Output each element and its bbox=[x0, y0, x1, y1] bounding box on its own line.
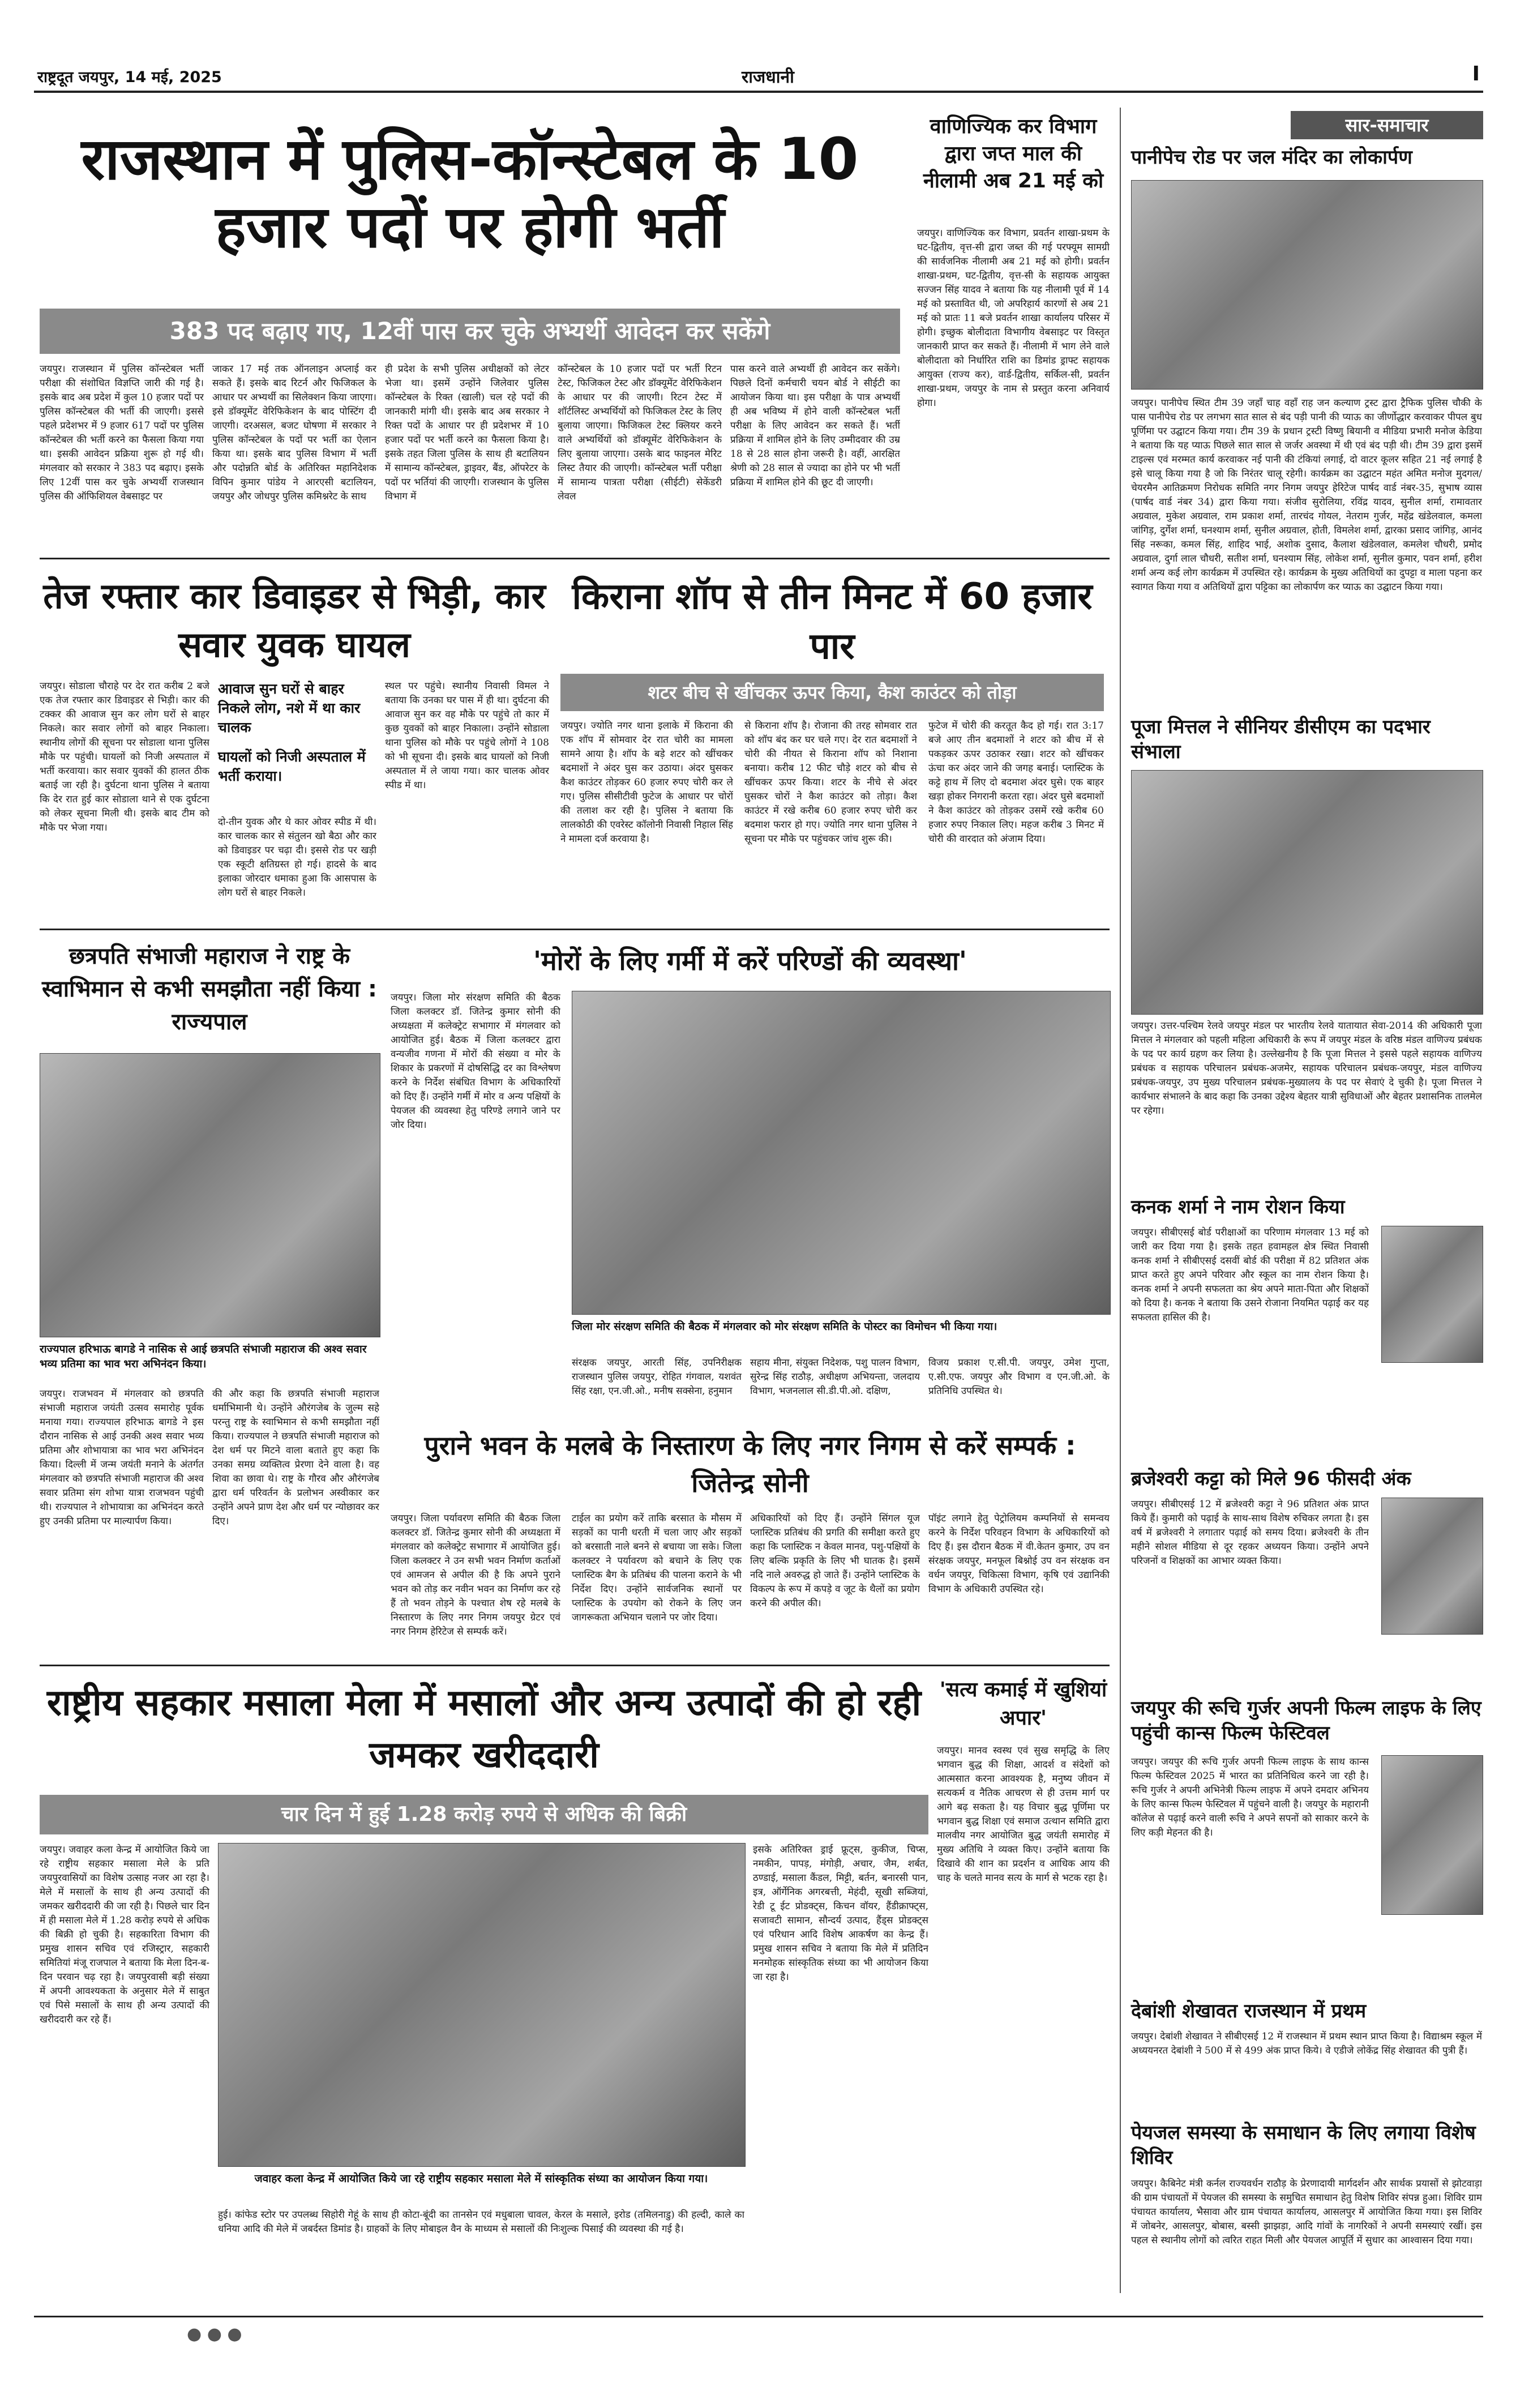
peacock-bottom-2: सहाय मीना, संयुक्त निदेशक, पशु पालन विभाग, सुरेन्द्र सिंह राठौड़, अधीक्षण अभियन्ता, जलदाय विभाग, भजनलाल सी.डी.पी.ओ. दक्षिण, bbox=[750, 1357, 920, 1397]
page-number: I bbox=[1472, 62, 1480, 85]
peacock-bottom-1: संरक्षक जयपुर, आरती सिंह, उपनिरीक्षक राजस्थान पुलिस जयपुर, रोहित गंगवाल, यशवंत सिंह रक्षा, एन.जी.ओ., मनीष सक्सेना, हनुमान bbox=[572, 1357, 742, 1397]
cultural-evening-photo bbox=[218, 1843, 746, 2167]
debris-col-3: अधिकारियों को दिए हैं। उन्होंने सिंगल यूज प्लास्टिक प्रतिबंध की प्रगति की समीक्षा करते हुए कहा कि प्लास्टिक न केवल मानव, पशु-पक्षियों के लिए बल्कि प्रकृति के लिए भी घातक है। इसमें नदि नाले अवरुद्ध हो जाते हैं। उन्होंने प्लास्टिक के विकल्प के रूप में कपड़े व जूट के थैलों का प्रयोग करने की अपील की। bbox=[750, 1513, 920, 1609]
story7-body: जयपुर। कैबिनेट मंत्री कर्नल राज्यवर्धन राठौड़ के प्रेरणादायी मार्गदर्शन और सार्थक प्रयासों से झोटवाड़ा की ग्राम पंचायतों में पेयजल की समस्या के समुचित समाधान हेतु विशेष शिविर संपन्न हुआ। शिविर ग्राम पंचायत कार्यालय, भैसावा और ग्राम पंचायत कार्यालय, आसलपुर में आयोजित किया गया। इस शिविर में जोबनेर, आसलपुर, बोबास, बस्सी झाझड़ा, आदि गांवों के नागरिकों ने अपनी समस्याएं रखीं। इस पहल से स्थानीय लोगों को त्वरित राहत मिली और पेयजल आपूर्ति में सुधार का आश्वासन दिया गया। bbox=[1131, 2178, 1482, 2246]
shop-col-3: फुटेज में चोरी की करतूत कैद हो गई। रात 3:17 बजे आए तीन बदमाशों ने शटर को बीच में से पकड़कर ऊपर उठाकर रखा। शटर को खींचकर ऊंचा कर अंदर जाने की जगह बनाई। प्लास्टिक के कट्टे हाथ में लिए दो बदमाश अंदर घुसे। एक बाहर खड़ा होकर निगरानी करता रहा। अंदर घुसे बदमाशों ने कैश काउंटर को तोड़कर उसमें रखे करीब 60 हजार रुपए निकाल लिए। महज करीब 3 मिनट में चोरी की वारदात को अंजाम दिया। bbox=[928, 720, 1104, 845]
spice-right: इसके अतिरिक्त ड्राई फ्रूट्स, कुकीज, चिप्स, नमकीन, पापड़, मंगोड़ी, अचार, जैम, शर्बत, ठण्डाई, मसाला कैंडल, मिट्टी, बर्तन, बनारसी पान, इत्र, ऑर्गेनिक अगरबत्ती, मेहंदी, सूखी सब्जियां, रेडी टू ईट प्रोडक्ट्स, किचन वॉयर, हैंडीक्राफ्ट्स, सजावटी सामान, सौन्दर्य उत्पाद, हैंड्स प्रोडक्ट्स एवं परिधान आदि विशेष आकर्षण का केन्द्र हैं। प्रमुख शासन सचिव ने बताया कि मेले में प्रतिदिन मनमोहक सांस्कृतिक संध्या का भी आयोजन किया जा रहा है। bbox=[753, 1844, 928, 1983]
story5-body: जयपुर। जयपुर की रूचि गुर्जर अपनी फिल्म लाइफ के साथ कान्स फिल्म फेस्टिवल 2025 में भारत का प्रतिनिधित्व करने जा रही है। रूचि गुर्जर ने अपनी अभिनेत्री फिल्म लाइफ में अपने दमदार अभिनय के लिए कान्स फिल्म फेस्टिवल में पहुंचने वाली है। जयपुर के महारानी कॉलेज से पढ़ाई करने वाली रूचि ने अपने सपनों को साकार करने के लिए कड़ी मेहनत की है। bbox=[1131, 1756, 1369, 1838]
edition-date: राष्ट्रदूत जयपुर, 14 मई, 2025 bbox=[37, 69, 222, 86]
story1-headline: पानीपेच रोड पर जल मंदिर का लोकार्पण bbox=[1131, 146, 1412, 169]
story2-body: जयपुर। उत्तर-पश्चिम रेलवे जयपुर मंडल पर भारतीय रेलवे यातायात सेवा-2014 की अधिकारी पूजा मित्तल ने मंगलवार को पहली महिला अधिकारी के रूप में जयपुर मंडल के वरिष्ठ मंडल वाणिज्य प्रबंधक के पद पर कार्य ग्रहण कर लिया है। उल्लेखनीय है कि पूजा मित्तल ने इससे पहले सहायक वाणिज्य प्रबंधक व सहायक परिचालन प्रबंधक-अजमेर, सहायक परिचालन प्रबंधक-जयपुर, मंडल वाणिज्य प्रबंधक-जयपुर, उप मुख्य परिचालन प्रबंधक-मुख्यालय के पद पर सेवाएं दे चुकी है। पूजा मित्तल ने कार्यभार संभालने के बाद कहा कि उनका उद्देश्य बेहतर यात्री सुविधाओं और बेहतर प्रशासनिक तालमेल पर रहेगा। bbox=[1131, 1020, 1482, 1117]
story7-headline: पेयजल समस्या के समाधान के लिए लगाया विशेष शिविर bbox=[1131, 2122, 1476, 2169]
shop-headline: किराना शॉप से तीन मिनट में 60 हजार पार bbox=[572, 576, 1093, 668]
debris-col-2: टाईल का प्रयोग करें ताकि बरसात के मौसम में सड़कों का पानी धरती में चला जाए और सड़कों को बरसाती नाले बनने से बचाया जा सके। जिला कलक्टर ने पर्यावरण को बचाने के लिए एक प्लास्टिक बैग के प्रतिबंध की पालना कराने के भी निर्देश दिए। उन्होंने सार्वजनिक स्थानों पर प्लास्टिक के उपयोग को रोकने के लिए जन जागरूकता अभियान चलाने पर जोर दिया। bbox=[572, 1513, 742, 1623]
story3-body: जयपुर। सीबीएसई बोर्ड परीक्षाओं का परिणाम मंगलवार 13 मई को जारी कर दिया गया है। इसके तहत हवामहल क्षेत्र स्थित निवासी कनक शर्मा ने सीबीएसई दसवीं बोर्ड की परीक्षा में 82 प्रतिशत अंक प्राप्त करते हुए अपने परिवार और स्कूल का नाम रोशन किया है। कनक शर्मा ने अपनी सफलता का श्रेय अपने माता-पिता और शिक्षकों को दिया है। कनक ने बताया कि उसने रोजाना नियमित पढ़ाई कर यह सफलता हासिल की है। bbox=[1131, 1227, 1369, 1323]
car-headline: तेज रफ्तार कार डिवाइडर से भिड़ी, कार सवार युवक घायल bbox=[43, 575, 546, 665]
water-temple-photo bbox=[1131, 180, 1483, 390]
peacock-intro: जयपुर। जिला मोर संरक्षण समिति की बैठक जिला कलक्टर डॉ. जितेन्द्र कुमार सोनी की अध्यक्षता में कलेक्ट्रेट सभागार में मंगलवार को आयोजित हुई। बैठक में जिला कलक्टर द्वारा वन्यजीव गणना में मोरों की संख्या व मोर के शिकार के प्रकरणों में दोषसिद्धि दर का विश्लेषण करने के निर्देश संबंधित विभाग के अधिकारियों को दिए हैं। उन्होंने गर्मी में मोर व अन्य पक्षियों के पेयजल की व्यवस्था हेतु परिण्डे लगाने जाने पर जोर दिया। bbox=[391, 992, 560, 1131]
shop-col-2: से किराना शॉप है। रोजाना की तरह सोमवार रात को शॉप बंद कर घर चले गए। देर रात बदमाशों ने चोरी की नीयत से किराना शॉप को निशाना बनाया। करीब 12 फीट चौड़े शटर को बीच से खींचकर ऊपर किया। शटर के नीचे से अंदर घुसकर चोरों ने कैश काउंटर को तोड़ा। कैश काउंटर में रखे करीब 60 हजार रुपए चोरी कर बदमाश फरार हो गए। ज्योति नगर थाना पुलिस ने सूचना पर मौके पर पहुंचकर जांच शुरू की। bbox=[744, 720, 917, 845]
spice-banner-caption: जवाहर कला केन्द्र में आयोजित किये जा रहे राष्ट्रीय सहकार मसाला मेले में सांस्कृतिक संध्या का आयोजन किया गया। bbox=[254, 2172, 708, 2185]
story2-headline: पूजा मित्तल ने सीनियर डीसीएम का पदभार संभाला bbox=[1131, 716, 1431, 763]
truth-headline: 'सत्य कमाई में खुशियां अपार' bbox=[939, 1678, 1107, 1730]
masthead-bar bbox=[34, 61, 1483, 93]
truth-body: जयपुर। मानव स्वस्थ एवं सुख समृद्धि के लिए भगवान बुद्ध की शिक्षा, आदर्श व संदेशों को आत्मसात करना आवश्यक है, मनुष्य जीवन में सत्यकर्म व नैतिक आचरण से ही उत्तम मार्ग पर आगे बढ़ सकता है। यह विचार बुद्ध पूर्णिमा पर भगवान बुद्ध शिक्षा एवं समाज उत्थान समिति द्वारा मालवीय नगर आयोजित बुद्ध जयंती समारोह में मुख्य अतिथि ने व्यक्त किए। उन्होंने बताया कि दिखावे की शान का प्रदर्शन व आधिक आय की चाह के चलते मानव सत्य के मार्ग से भटक रहा है। bbox=[937, 1745, 1110, 1884]
peacock-bottom-3: विजय प्रकाश ए.सी.पी. जयपुर, उमेश गुप्ता, ए.सी.एफ. जयपुर और विभाग व एन.जी.ओ. के प्रतिनिधि उपस्थित थे। bbox=[928, 1357, 1110, 1397]
story3-headline: कनक शर्मा ने नाम रोशन किया bbox=[1131, 1196, 1345, 1218]
debris-headline: पुराने भवन के मलबे के निस्तारण के लिए नगर निगम से करें सम्पर्क : जितेन्द्र सोनी bbox=[424, 1430, 1076, 1498]
statue-photo bbox=[40, 1053, 380, 1337]
section-label: राजधानी bbox=[742, 67, 794, 87]
shop-col-1: जयपुर। ज्योति नगर थाना इलाके में किराना की एक शॉप में सोमवार देर रात चोरी का मामला सामने आया है। शॉप के बड़े शटर को खींचकर बदमाशों ने अंदर घुस कर उठाया। अंदर घुसकर कैश काउंटर तोड़कर 60 हजार रुपए चोरी कर ले गए। पुलिस सीसीटीवी फुटेज के आधार पर चोरों की तलाश कर रही है। पुलिस ने बताया कि लालकोठी की एवरेस्ट कॉलोनी निवासी निहाल सिंह ने मामला दर्ज करवाया है। bbox=[560, 720, 733, 845]
car-body-3: स्थल पर पहुंचे। स्थानीय निवासी विमल ने बताया कि उनका घर पास में ही था। दुर्घटना की आवाज सुन कर वह मौके पर पहुंचे तो कार में कुछ युवकों को बाहर निकाला। उन्होंने सोडाला थाना पुलिस को मौके पर पहुंचे लोगों ने 108 को भी सूचना दी। इसके बाद घायलों को निजी अस्पताल में ले जाया गया। कार चालक ओवर स्पीड में था। bbox=[385, 681, 549, 791]
divider bbox=[40, 558, 1110, 559]
footer-dots: ● ● ● bbox=[187, 2324, 242, 2344]
shivaji-caption: राज्यपाल हरिभाऊ बागडे ने नासिक से आई छत्रपति संभाजी महाराज की अश्व सवार भव्य प्रतिमा का भाव भरा अभिनंदन किया। bbox=[40, 1343, 367, 1370]
shivaji-headline: छत्रपति संभाजी महाराज ने राष्ट्र के स्वाभिमान से कभी समझौता नहीं किया : राज्यपाल bbox=[41, 943, 378, 1035]
peacock-headline: 'मोरों के लिए गर्मी में करें परिण्डों की व्यवस्था' bbox=[533, 946, 967, 976]
brajeshwari-photo bbox=[1381, 1498, 1483, 1635]
main-col-1: जयपुर। राजस्थान में पुलिस कॉन्स्टेबल भर्ती परीक्षा की संशोधित विज्ञप्ति जारी की गई है। इसके बाद अब प्रदेश में कुल 10 हजार पदों पर पुलिस कॉन्स्टेबल की भर्ती की जाएगी। इससे पहले प्रदेशभर में 9 हजार 617 पदों पर पुलिस कॉन्स्टेबल की भर्ती करने का फैसला किया गया था। इसकी आवेदन प्रक्रिया शुरू हो गई थी। मंगलवार को सरकार ने 383 पद बढ़ाए। इसके लिए 12वीं पास कर चुके अभ्यर्थी राजस्थान पुलिस की ऑफिशियल वेबसाइट पर bbox=[40, 363, 204, 502]
shivaji-col-2: की और कहा कि छत्रपति संभाजी महाराज धर्माभिमानी थे। उन्होंने औरंगजेब के जुल्म सहे परन्तु राष्ट्र के स्वाभिमान से कभी समझौता नहीं किया। राज्यपाल ने छत्रपति संभाजी महाराज को देश धर्म पर मिटने वाला बताते हुए कहा कि उनका समग्र व्यक्तित्व प्रेरणा देने वाला है। वह शिवा का छावा थे। राष्ट्र के गौरव और औरंगजेब द्वारा धर्म परिवर्तन के प्रलोभन अस्वीकार कर उन्होंने अपने प्राण देश और धर्म पर न्योछावर कर दिए। bbox=[212, 1388, 379, 1527]
divider bbox=[1120, 108, 1121, 2293]
divider bbox=[40, 929, 1110, 930]
spice-subhead: चार दिन में हुई 1.28 करोड़ रुपये से अधिक की बिक्री bbox=[40, 1795, 928, 1834]
main-col-4: कॉन्स्टेबल के 10 हजार पदों पर भर्ती रिटन टेस्ट, फिजिकल टेस्ट और डॉक्यूमेंट वेरिफिकेशन के आधार पर की जाएगी। रिटन टेस्ट में शॉर्टलिस्ट अभ्यर्थियों को फिजिकल टेस्ट के लिए बुलाया जाएगा। फिजिकल टेस्ट क्लियर करने वाले अभ्यर्थियों को डॉक्यूमेंट वेरिफिकेशन के लिए बुलाया जाएगा। उसके बाद फाइनल मेरिट लिस्ट तैयार की जाएगी। कॉन्स्टेबल भर्ती परीक्षा में सामान्य पात्रता परीक्षा (सीईटी) सेकेंडरी लेवल bbox=[558, 363, 722, 502]
poster-release-photo bbox=[572, 991, 1111, 1315]
peacock-caption: जिला मोर संरक्षण समिति की बैठक में मंगलवार को मोर संरक्षण समिति के पोस्टर का विमोचन भी किया गया। bbox=[572, 1320, 997, 1333]
story6-headline: देबांशी शेखावत राजस्थान में प्रथम bbox=[1131, 2000, 1367, 2022]
sidebar-label: सार-समाचार bbox=[1291, 111, 1483, 139]
main-headline: राजस्थान में पुलिस-कॉन्स्टेबल के 10 हजार पदों पर होगी भर्ती bbox=[81, 126, 859, 262]
debris-col-4: पॉइंट लगाने हेतु पेट्रोलियम कम्पनियों से समन्वय करने के निर्देश परिवहन विभाग के अधिकारियों को दिए हैं। इस दौरान बैठक में वी.केतन कुमार, उप वन संरक्षक जयपुर, मनफूल बिश्नोई उप वन संरक्षक वन वर्धन जयपुर, चिकित्सा विभाग, कृषि एवं उद्यानिकी विभाग के अधिकारी उपस्थित रहे। bbox=[928, 1513, 1110, 1595]
story4-body: जयपुर। सीबीएसई 12 में ब्रजेश्वरी कट्टा ने 96 प्रतिशत अंक प्राप्त किये हैं। कुमारी को पढ़ाई के साथ-साथ विशेष रुचिकर लगता है। इस वर्ष में ब्रजेश्वरी ने लगातार पढ़ाई को समय दिया। ब्रजेश्वरी के तीन महीने सोशल मीडिया से दूर रहकर अध्ययन किया। उन्होंने अपने परिजनों व शिक्षकों का आभार व्यक्त किया। bbox=[1131, 1499, 1369, 1567]
car-body-1: जयपुर। सोडाला चौराहे पर देर रात करीब 2 बजे एक तेज रफ्तार कार डिवाइडर से भिड़ी। कार की टक्कर की आवाज सुन कर लोग घरों से बाहर निकले। कार सवार लोगों को बाहर निकाला। स्थानीय लोगों की सूचना पर सोडाला थाना पुलिस मौके पर पहुंची। घायलों को निजी अस्पताल में भर्ती करवाया। कार सवार युवकों की हालत ठीक बताई जा रही है। दुर्घटना थाना पुलिस ने बताया कि देर रात हुई कार सोडाला थाने से एक दुर्घटना को लेकर सूचना मिली थी। इसके बाद टीम को मौके पर भेजा गया। bbox=[40, 681, 209, 833]
divider bbox=[40, 1665, 1110, 1666]
truth-box bbox=[937, 1676, 1110, 2290]
story6-body: जयपुर। देबांशी शेखावत ने सीबीएसई 12 में राजस्थान में प्रथम स्थान प्राप्त किया है। विद्याश्रम स्कूल में अध्ययनरत देबांशी ने 500 में से 499 अंक प्राप्त किये। वे एडीजे लोकेंद्र सिंह शेखावत की पुत्री हैं। bbox=[1131, 2031, 1482, 2056]
story4-headline: ब्रजेश्वरी कट्टा को मिले 96 फीसदी अंक bbox=[1131, 1468, 1411, 1490]
main-subhead: 383 पद बढ़ाए गए, 12वीं पास कर चुके अभ्यर्थी आवेदन कर सकेंगे bbox=[40, 309, 900, 354]
footer-bar bbox=[34, 2316, 1483, 2351]
main-col-2: जाकर 17 मई तक ऑनलाइन अप्लाई कर सकते हैं। इसके बाद रिटर्न और फिजिकल के आधार पर अभ्यर्थी का सिलेक्शन किया जाएगा। इसे डॉक्यूमेंट वेरिफिकेशन के बाद पोस्टिंग दी जाएगी। दरअसल, बजट घोषणा में सरकार ने पुलिस कॉन्स्टेबल के पदों पर भर्ती का ऐलान किया था। इसके बाद पुलिस विभाग में भर्ती और पदोन्नति बोर्ड के अतिरिक्त महानिदेशक विपिन कुमार पांडेय ने आरएसी बटालियन, जयपुर और जोधपुर पुलिस कमिश्नरेट के साथ bbox=[212, 363, 376, 502]
car-bullets bbox=[218, 679, 376, 796]
main-col-3: ही प्रदेश के सभी पुलिस अधीक्षकों को लेटर भेजा था। इसमें उन्होंने जिलेवार पुलिस कॉन्स्टेबल के रिक्त (खाली) चल रहे पदों की जानकारी मांगी थी। इसके बाद अब सरकार ने रिक्त पदों के आधार पर ही प्रदेशभर में 10 हजार पदों पर भर्ती करने का फैसला किया है। इसके तहत जिला पुलिस के साथ ही बटालियन में सामान्य कॉन्स्टेबल, ड्राइवर, बैंड, ऑपरेटर के पदों पर भर्तियां की जाएगी। राजस्थान के पुलिस विभाग में bbox=[385, 363, 549, 502]
car-bullet-1: आवाज सुन घरों से बाहर निकले लोग, नशे में था कार चालक bbox=[218, 681, 361, 735]
spice-left: जयपुर। जवाहर कला केन्द्र में आयोजित किये जा रहे राष्ट्रीय सहकार मसाला मेले के प्रति जयपुरवासियों का विशेष उत्साह नजर आ रहा है। मेले में मसालों के साथ ही अन्य उत्पादों की जमकर खरीददारी की जा रही है। पिछले चार दिन में ही मसाला मेले में 1.28 करोड़ रुपये से अधिक की बिक्री हो चुकी है। सहकारिता विभाग की प्रमुख शासन सचिव एवं रजिस्ट्रार, सहकारी समितियां मंजू राजपाल ने बताया कि मेला दिन-ब-दिन परवान चढ़ रहा है। जयपुरवासी बड़ी संख्या में अपनी आवश्यकता के अनुसार मेले में साबुत एवं पिसे मसालों के साथ ही अन्य उत्पादों की खरीददारी कर रहे हैं। bbox=[40, 1844, 209, 2025]
car-bullet-2: घायलों को निजी अस्पताल में भर्ती कराया। bbox=[218, 749, 366, 784]
shivaji-col-1: जयपुर। राजभवन में मंगलवार को छत्रपति संभाजी महाराज जयंती उत्सव समारोह पूर्वक मनाया गया। राज्यपाल हरिभाऊ बागडे ने इस दौरान नासिक से आई उनकी अश्व सवार भव्य प्रतिमा और शोभायात्रा का भाव भरा अभिनंदन किया। दिल्ली में जन्म जयंती मनाने के अंतर्गत मंगलवार को छत्रपति संभाजी महाराज की अश्व सवार प्रतिमा संग शोभा यात्रा राजभवन पहुंची थी। राज्यपाल ने शोभायात्रा का अभिनंदन करते हुए उनकी प्रतिमा पर माल्यार्पण किया। bbox=[40, 1388, 204, 1527]
debris-col-1: जयपुर। जिला पर्यावरण समिति की बैठक जिला कलक्टर डॉ. जितेन्द्र कुमार सोनी की अध्यक्षता में मंगलवार को कलेक्ट्रेट सभागार में आयोजित हुई। जिला कलक्टर ने उन सभी भवन निर्माण कर्ताओं एवं आमजन से अपील की है कि अपने पुराने भवन को तोड़ कर नवीन भवन का निर्माण कर रहे हैं तो भवन तोड़ने के पश्चात शेष रहे मलबे के निस्तारण के लिए नगर निगम जयपुर ग्रेटर एवं नगर निगम हेरिटेज से सम्पर्क करें। bbox=[391, 1513, 560, 1637]
auction-body: जयपुर। वाणिज्यिक कर विभाग, प्रवर्तन शाखा-प्रथम के घट-द्वितीय, वृत्त-सी द्वारा जब्त की गई परफ्यूम सामग्री की सार्वजनिक नीलामी अब 21 मई को होगी। प्रवर्तन शाखा-प्रथम, घट-द्वितीय, वृत्त-सी के सहायक आयुक्त सज्जन सिंह यादव ने बताया कि यह नीलामी पूर्व में 14 मई को प्रस्तावित थी, जो अपरिहार्य कारणों से अब 21 मई को प्रातः 11 बजे प्रवर्तन शाखा कार्यालय परिसर में होगी। इच्छुक बोलीदाता विभागीय वेबसाइट पर विस्तृत जानकारी प्राप्त कर सकते हैं। नीलामी में भाग लेने वाले बोलीदाता को निर्धारित राशि का डिमांड ड्राफ्ट सहायक आयुक्त (राज्य कर), वार्ड-द्वितीय, सर्किल-सी, प्रवर्तन शाखा-प्रथम, जयपुर के नाम से प्रस्तुत करना अनिवार्य होगा। bbox=[917, 228, 1110, 409]
pooja-mittal-photo bbox=[1131, 770, 1483, 1015]
story1-body: जयपुर। पानीपेच स्थित टीम 39 जहाँ चाह वहाँ राह जन कल्याण ट्रस्ट द्वारा ट्रैफिक पुलिस चौकी के पास पानीपेच रोड पर लगभग सात साल से बंद पड़ी पानी की प्याऊ का जीर्णोद्धार करवाकर पीपल बुध पूर्णिमा पर उद्घाटन किया गया। टीम 39 के प्रधान ट्रस्टी विष्णु बियानी व मीडिया प्रभारी मनोज केडिया ने बताया कि यह प्याऊ पिछले सात साल से जर्जर अवस्था में थी एवं बंद पड़ी थी। टीम 39 द्वारा इसमें टाइल्स एवं मरम्मत कार्य करवाकर नई पानी की टंकियां लगाई, दो वाटर कूलर सहित 21 नई लगाई है इसे चालू किया गया है जो कि निरंतर चालू रहेगी। कार्यक्रम का उद्घाटन महंत अमित मनोज मुदगल/चेयरमैन आतिक्रमण निरोधक समिति नगर निगम जयपुर हेरिटेज पार्षद वार्ड नंबर-35, सुभाष व्यास (पार्षद वार्ड नंबर 34) द्वारा किया गया। संजीव सुरोलिया, रविंद्र यादव, सुनील शर्मा, रामावतार अग्रवाल, मुकेश अग्रवाल, राम प्रकाश शर्मा, तारचंद गोयल, नेतराम गुर्जर, महेंद्र खंडेलवाल, कमला जांगिड़, दुर्गेश शर्मा, घनश्याम शर्मा, सुनील अग्रवाल, होती, विमलेश शर्मा, द्वारका प्रसाद जांगिड़, आनंद सिंह नरूका, कमल सिंह, शाहिद भाई, अशोक दुसाद, कैलाश खंडेलवाल, कमलेश चौधरी, प्रमोद अग्रवाल, दुर्गा लाल चौधरी, सतीश शर्मा, घनश्याम सिंह, लोकेश शर्मा, सुनील कुमार, पवन शर्मा, हरीश शर्मा अन्य कई लोग कार्यक्रम में उपस्थित रहे। कार्यक्रम के मुख्य अतिथियों का दुपट्टा व माला पहना कर स्वागत किया गया व अतिथियों द्वारा पट्टिका का लोकार्पण कर प्याऊ का उद्घाटन किया गया। bbox=[1131, 397, 1482, 593]
spice-bottom: हुई। कांफेड स्टोर पर उपलब्ध सिहोरी गेहूं के साथ ही कोटा-बूंदी का तानसेन एवं मधुबाला चावल, केरल के मसाले, इरोड (तमिलनाडु) की हल्दी, काले का धनिया आदि की मेले में जबर्दस्त डिमांड है। ग्राहकों के लिए मोबाइल वैन के माध्यम से मसालों की निःशुल्क पिसाई की व्यवस्था की गई है। bbox=[218, 2209, 744, 2235]
shop-subhead: शटर बीच से खींचकर ऊपर किया, कैश काउंटर को तोड़ा bbox=[560, 674, 1104, 711]
auction-headline: वाणिज्यिक कर विभाग द्वारा जप्त माल की नीलामी अब 21 मई को bbox=[923, 115, 1104, 193]
car-body-2: दो-तीन युवक और थे कार ओवर स्पीड में थी। कार चालक कार से संतुलन खो बैठा और कार को डिवाइडर पर चढ़ा दी। इससे रोड पर खड़ी एक स्कूटी क्षतिग्रस्त हो गई। हादसे के बाद इलाका जोरदार धमाका हुआ कि आसपास के लोग घरों से बाहर निकले। bbox=[218, 816, 376, 899]
spice-headline: राष्ट्रीय सहकार मसाला मेला में मसालों और अन्य उत्पादों की हो रही जमकर खरीददारी bbox=[46, 1682, 922, 1776]
ruchi-gurjar-photo bbox=[1381, 1755, 1483, 1915]
kanak-sharma-photo bbox=[1381, 1226, 1483, 1363]
story5-headline: जयपुर की रूचि गुर्जर अपनी फिल्म लाइफ के लिए पहुंची कान्स फिल्म फेस्टिवल bbox=[1131, 1697, 1481, 1744]
main-col-5: पास करने वाले अभ्यर्थी ही आवेदन कर सकेंगे। पिछले दिनों कर्मचारी चयन बोर्ड ने सीईटी का आयोजन किया था। इस परीक्षा के पात्र अभ्यर्थी ही अब भविष्य में होने वाली कॉन्स्टेबल भर्ती परीक्षा के लिए आवेदन कर सकते हैं। भर्ती प्रक्रिया में शामिल होने के लिए उम्मीदवार की उम्र 18 से 28 साल होना जरूरी है। वहीं, आरक्षित श्रेणी को 28 साल से ज्यादा का होने पर भी भर्ती प्रक्रिया में शामिल होने की छूट दी जाएगी। bbox=[730, 363, 900, 488]
